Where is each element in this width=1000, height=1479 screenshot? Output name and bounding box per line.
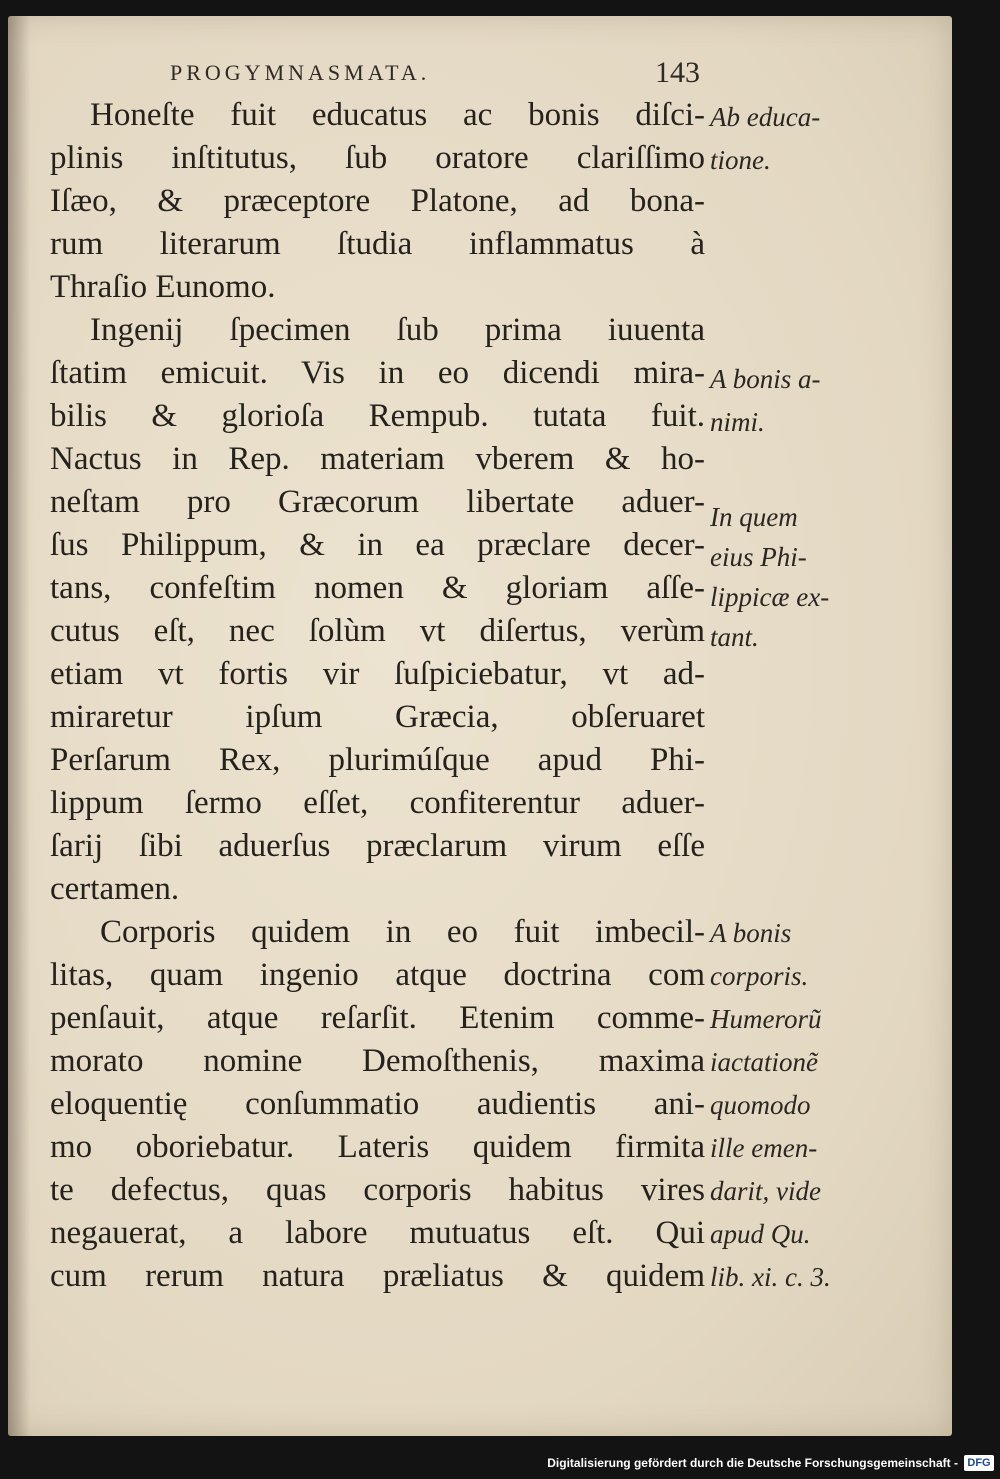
text-line: certamen.: [50, 871, 180, 907]
text-line: neſtam pro Græcorum libertate aduer-: [50, 484, 705, 520]
margin-note-line: nimi.: [710, 407, 765, 437]
text-line: ſus Philippum, & in ea præclare decer-: [50, 527, 705, 563]
text-line: plinis inſtitutus, ſub oratore clariſſimo: [50, 140, 705, 176]
text-line: litas, quam ingenio atque doctrina com: [50, 957, 705, 993]
margin-note-line: In quem: [710, 502, 798, 532]
text-line: bilis & glorioſa Rempub. tutata fuit.: [50, 398, 705, 434]
margin-note-line: corporis.: [710, 961, 809, 991]
margin-note-line: tione.: [710, 145, 771, 175]
margin-note-mind: [710, 358, 875, 444]
text-line: Perſarum Rex, plurimúſque apud Phi-: [50, 742, 705, 778]
margin-note-line: quomodo: [710, 1090, 811, 1120]
digitization-credit: [547, 1453, 994, 1473]
running-title: PROGYMNASMATA.: [170, 60, 431, 85]
margin-note-line: Ab educa-: [710, 102, 821, 132]
text-line: miraretur ipſum Græcia, obſeruaret: [50, 699, 705, 735]
text-line: cutus eſt, nec ſolùm vt diſertus, verùm: [50, 613, 705, 649]
margin-note-line: lippicæ ex-: [710, 582, 830, 612]
running-head: [170, 56, 710, 92]
margin-note-line: darit, vide: [710, 1176, 821, 1206]
text-line: morato nomine Demoſthenis, maxima: [50, 1043, 705, 1079]
text-line: Iſæo, & præceptore Platone, ad bona-: [50, 183, 705, 219]
text-line: Nactus in Rep. materiam vberem & ho-: [50, 441, 705, 477]
text-line: tans, confeſtim nomen & gloriam aſſe-: [50, 570, 705, 606]
text-line: ſarij ſibi aduerſus præclarum virum eſſe: [50, 828, 705, 864]
margin-note-line: apud Qu.: [710, 1219, 811, 1249]
margin-note-line: A bonis: [710, 918, 792, 948]
text-line: Corporis quidem in eo fuit imbecil-: [100, 914, 705, 950]
margin-note-body: [710, 912, 875, 1299]
text-line: lippum ſermo eſſet, confiterentur aduer-: [50, 785, 705, 821]
margin-note-philippics: [710, 496, 875, 656]
text-line: negauerat, a labore mutuatus eſt. Qui: [50, 1215, 705, 1251]
credit-text: Digitalisierung gefördert durch die Deutsche Forschungsgemeinschaft -: [547, 1456, 958, 1470]
text-line: Ingenij ſpecimen ſub prima iuuenta: [90, 312, 705, 348]
text-line: Honeſte fuit educatus ac bonis diſci-: [90, 97, 705, 133]
text-line: te defectus, quas corporis habitus vires: [50, 1172, 705, 1208]
margin-note-education: [710, 96, 875, 182]
margin-note-line: eius Phi-: [710, 542, 807, 572]
text-line: rum literarum ſtudia inflammatus à: [50, 226, 705, 262]
text-line: eloquentię conſummatio audientis ani-: [50, 1086, 705, 1122]
text-line: Thraſio Eunomo.: [50, 269, 276, 305]
margin-note-line: tant.: [710, 622, 759, 652]
page-number: 143: [655, 56, 700, 89]
text-line: penſauit, atque reſarſit. Etenim comme-: [50, 1000, 705, 1036]
margin-note-line: A bonis a-: [710, 364, 821, 394]
text-line: cum rerum natura præliatus & quidem: [50, 1258, 705, 1294]
dfg-logo: DFG: [964, 1455, 994, 1471]
margin-note-line: lib. xi. c. 3.: [710, 1262, 831, 1292]
text-line: mo oboriebatur. Lateris quidem firmita: [50, 1129, 705, 1165]
margin-note-line: Humerorũ: [710, 1004, 822, 1034]
page-gutter-shadow: [8, 16, 30, 1436]
text-line: ſtatim emicuit. Vis in eo dicendi mira-: [50, 355, 705, 391]
text-line: etiam vt fortis vir ſuſpiciebatur, vt ad-: [50, 656, 705, 692]
margin-note-line: iactationẽ: [710, 1047, 818, 1077]
main-text-block: [50, 94, 705, 1298]
margin-note-line: ille emen-: [710, 1133, 818, 1163]
